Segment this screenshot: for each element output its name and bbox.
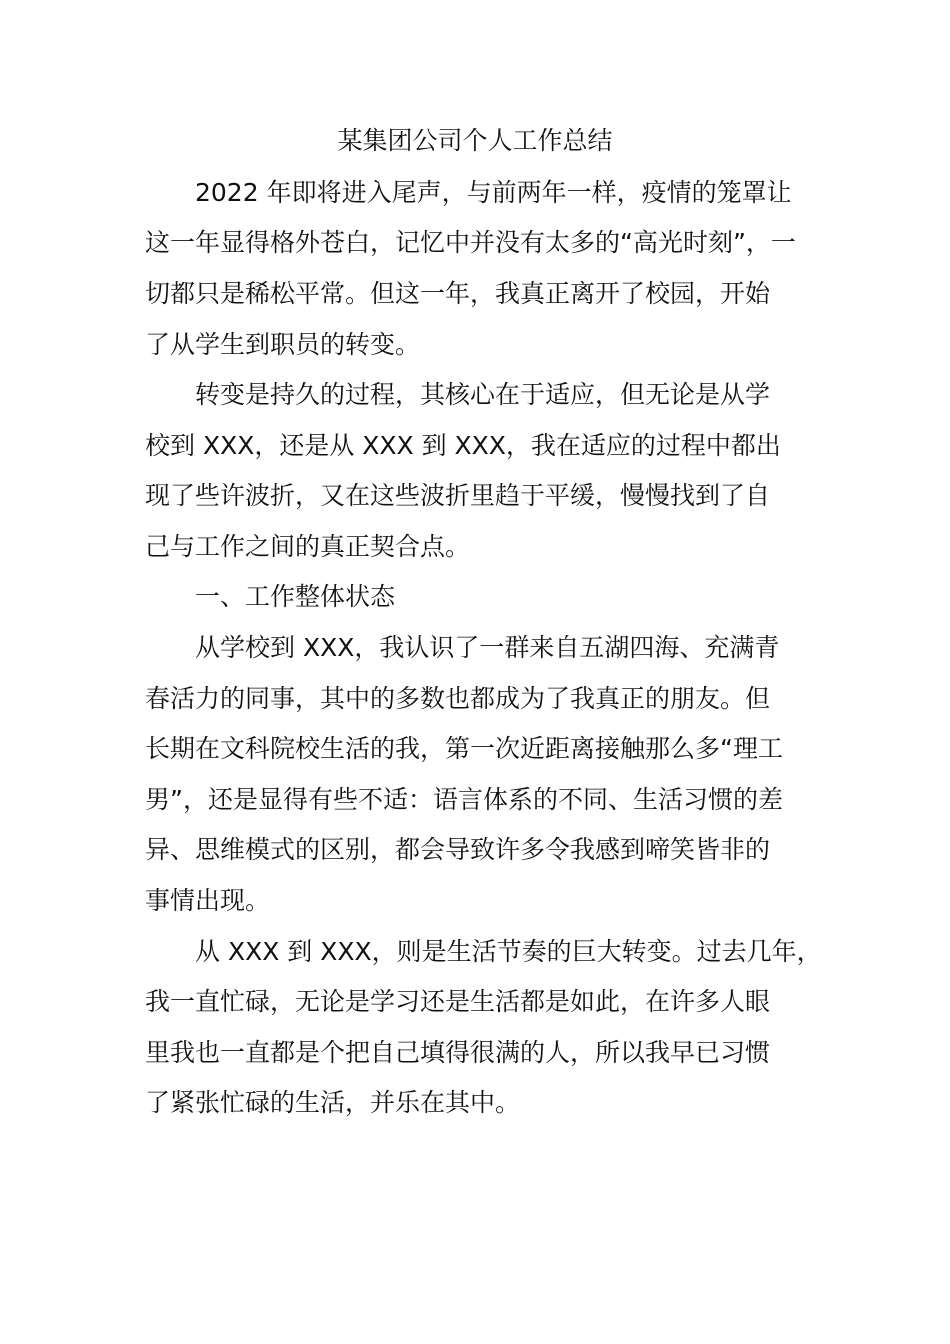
paragraph-line: 从 XXX 到 XXX，则是生活节奏的巨大转变。过去几年， bbox=[195, 937, 822, 966]
paragraph-line: 切都只是稀松平常。但这一年，我真正离开了校园，开始 bbox=[145, 279, 771, 308]
paragraph-line: 了紧张忙碌的生活，并乐在其中。 bbox=[145, 1088, 521, 1117]
paragraph-line: 春活力的同事，其中的多数也都成为了我真正的朋友。但 bbox=[145, 684, 771, 713]
paragraph-line: 男”，还是显得有些不适：语言体系的不同、生活习惯的差 bbox=[145, 785, 783, 814]
paragraph-line: 异、思维模式的区别，都会导致许多令我感到啼笑皆非的 bbox=[145, 835, 771, 864]
paragraph-line: 了从学生到职员的转变。 bbox=[145, 330, 421, 359]
paragraph-line: 2022 年即将进入尾声，与前两年一样，疫情的笼罩让 bbox=[195, 178, 792, 207]
section-heading: 一、工作整体状态 bbox=[195, 582, 396, 611]
paragraph-line: 事情出现。 bbox=[145, 886, 271, 915]
paragraph-line: 我一直忙碌，无论是学习还是生活都是如此，在许多人眼 bbox=[145, 987, 771, 1016]
paragraph-line: 己与工作之间的真正契合点。 bbox=[145, 532, 471, 561]
paragraph-line: 这一年显得格外苍白，记忆中并没有太多的“高光时刻”，一 bbox=[145, 228, 796, 257]
paragraph-line: 校到 XXX，还是从 XXX 到 XXX，我在适应的过程中都出 bbox=[145, 431, 781, 460]
document-title: 某集团公司个人工作总结 bbox=[337, 126, 613, 155]
paragraph-line: 现了些许波折，又在这些波折里趋于平缓，慢慢找到了自 bbox=[145, 481, 771, 510]
paragraph-line: 长期在文科院校生活的我，第一次近距离接触那么多“理工 bbox=[145, 734, 783, 763]
paragraph-line: 转变是持久的过程，其核心在于适应，但无论是从学 bbox=[195, 380, 771, 409]
paragraph-line: 从学校到 XXX，我认识了一群来自五湖四海、充满青 bbox=[195, 633, 780, 662]
paragraph-line: 里我也一直都是个把自己填得很满的人，所以我早已习惯 bbox=[145, 1038, 771, 1067]
